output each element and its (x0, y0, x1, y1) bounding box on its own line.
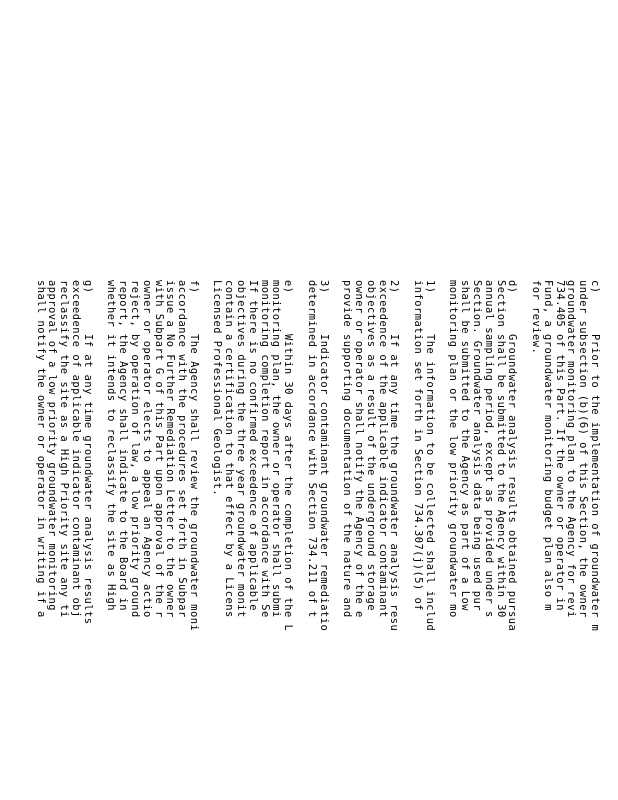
text-line: under subsection (b)(6) of this Section, the owner (577, 280, 590, 618)
text-line: owner or operator shall notify the Agency of the e (353, 280, 366, 618)
text-line: e) Within 30 days after the completion of the L (282, 280, 295, 632)
text-line: 3) Indicator contaminant groundwater remediatio (317, 280, 330, 632)
text-line: annual sampling period, except as provided under s (482, 280, 495, 618)
text-line: with Subpart G of this Part upon approval of the r (152, 280, 165, 618)
text-line: Fund, a groundwater monitoring budget plan also m (541, 280, 554, 612)
text-line: Licensed Professional Geologist. (211, 280, 224, 497)
text-line: shall be submitted to the Agency as part of a Low (459, 280, 472, 612)
text-line: d) Groundwater analysis results obtained pursua (506, 280, 519, 632)
text-line: provide supporting documentation of the nature and (341, 280, 354, 618)
paragraph-3 (305, 280, 329, 800)
text-line: shall notify the owner or operator in writing if a (34, 280, 47, 618)
paragraph-d (447, 280, 518, 800)
text-line: 1) The information to be collected shall includ (423, 280, 436, 632)
text-line: reject, by operation of law, a low priority ground (128, 280, 141, 618)
text-line: 2) If at any time the groundwater analysis resu (388, 280, 401, 632)
text-line: determined in accordance with Section 734.211 of t (305, 280, 318, 618)
text-line: c) Prior to the implementation of groundwater m (589, 280, 601, 632)
text-line: exceedence of the applicable indicator contaminant (376, 280, 389, 618)
paragraph-2 (340, 280, 399, 800)
text-line: f) The Agency shall review the groundwater moni (187, 280, 200, 632)
text-line: whether it intends to reclassify the site as High (105, 280, 118, 612)
text-line: If there is no confirmed exceedence of applicable (246, 280, 259, 612)
text-line: Section shall be submitted to the Agency within 30 (494, 280, 507, 618)
paragraph-e (211, 280, 294, 800)
text-line: approval of a low priority groundwater monitoring (46, 280, 59, 612)
text-line: objectives as a result of the underground storage (364, 280, 377, 612)
text-line: reclassify the site as a High Priority site any ti (58, 280, 71, 618)
text-line: g) If at any time groundwater analysis results (81, 280, 94, 625)
text-line: monitoring completion report in accordance with Se (258, 280, 271, 618)
paragraph-g (34, 280, 93, 800)
text-line: groundwater monitoring plan to the Agency for revi (565, 280, 578, 618)
paragraph-1 (411, 280, 435, 800)
text-line: exceedence of applicable indicator contaminant obj (69, 280, 82, 618)
paragraph-f (105, 280, 199, 800)
rotated-text-block (34, 280, 601, 800)
text-line: objectives during the three year groundwater monit (235, 280, 248, 618)
text-line: report, the Agency shall indicate to the Board in (117, 280, 130, 612)
text-line: monitoring plan, the owner or operator shall submi (270, 280, 283, 618)
text-line: monitoring plan or the low priority groundwater mo (447, 280, 460, 618)
text-line: owner or operator elects to appeal an Agency actio (140, 280, 153, 618)
text-line: Section. Groundwater analysis data being used pur (471, 280, 484, 612)
text-line: accordance with the procedures set forth in Subpar (176, 280, 189, 618)
text-line: information set forth in Section 734.307(j)(5) of (412, 280, 425, 612)
text-line: 734.405 of this Part. If the owner or operator in (553, 280, 566, 612)
text-line: issue a No Further Remediation Letter to the owner (164, 280, 177, 618)
paragraph-c (529, 280, 600, 800)
text-line: contain a certification to that effect by a Licens (223, 280, 236, 618)
text-line: for review. (530, 280, 543, 355)
